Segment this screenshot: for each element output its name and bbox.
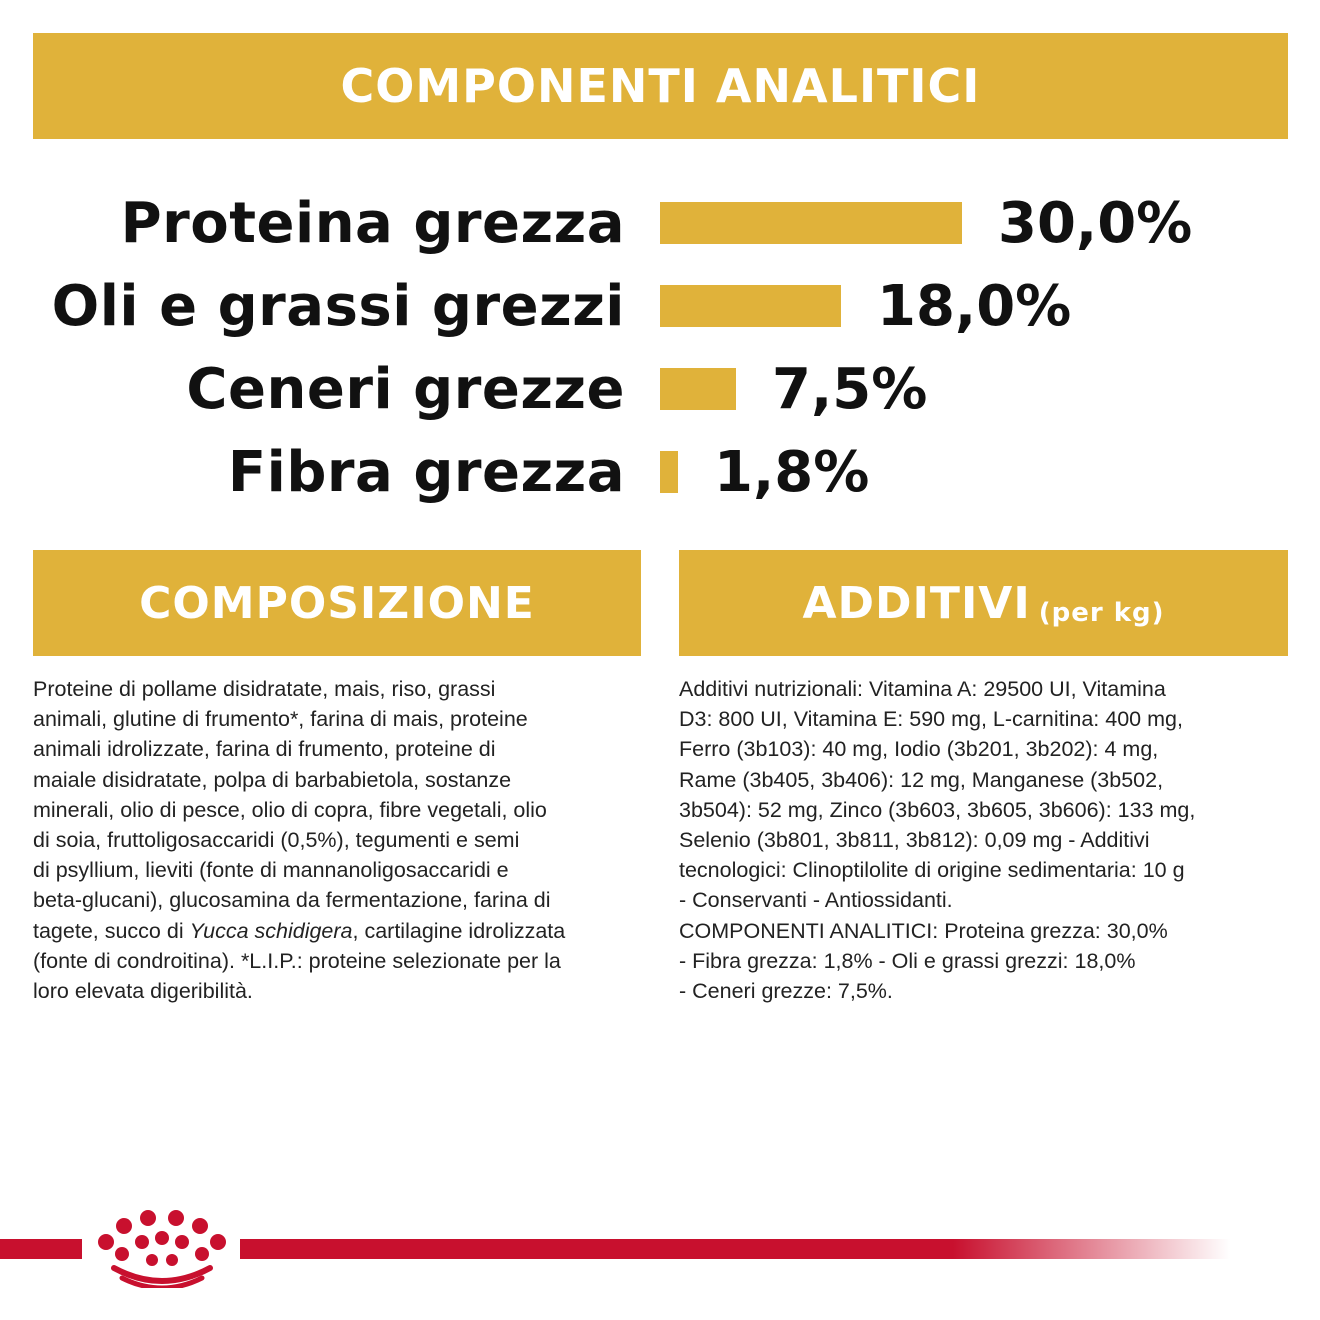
analytics-label: Oli e grassi grezzi <box>51 274 625 339</box>
composition-line: di soia, fruttoligosaccaridi (0,5%), tegumenti e semi <box>33 828 520 853</box>
composition-line: beta-glucani), glucosamina da fermentazione, farina di <box>33 888 551 913</box>
additives-banner <box>679 550 1288 656</box>
species-name: Yucca schidigera <box>189 918 353 943</box>
additives-line: - Fibra grezza: 1,8% - Oli e grassi grezzi: 18,0% <box>679 948 1136 973</box>
composition-line: loro elevata digeribilità. <box>33 979 253 1004</box>
analytics-bar <box>660 202 962 244</box>
composition-text <box>33 674 643 1006</box>
composition-line: animali idrolizzate, farina di frumento, proteine di <box>33 737 496 762</box>
analytics-bar <box>660 285 841 327</box>
additives-line: COMPONENTI ANALITICI: Proteina grezza: 30,0% <box>679 918 1168 943</box>
additives-line: Additivi nutrizionali: Vitamina A: 29500 UI, Vitamina <box>679 677 1166 701</box>
composition-line: minerali, olio di pesce, olio di copra, fibre vegetali, olio <box>33 797 547 822</box>
analytics-label: Fibra grezza <box>227 440 625 505</box>
analytics-value: 1,8% <box>714 440 870 505</box>
additives-title-suffix: (per kg) <box>1038 598 1165 628</box>
additives-title: ADDITIVI <box>802 577 1031 629</box>
analytics-row <box>0 182 1320 266</box>
analytics-value: 30,0% <box>998 191 1193 256</box>
analytics-label: Ceneri grezze <box>186 357 625 422</box>
composition-line: (fonte di condroitina). *L.I.P.: proteine selezionate per la <box>33 948 561 973</box>
composition-line: di psyllium, lieviti (fonte di mannanoligosaccaridi e <box>33 858 509 883</box>
composition-line: tagete, succo di Yucca schidigera, cartilagine idrolizzata <box>33 918 566 943</box>
analytics-row <box>0 348 1320 432</box>
composition-line: animali, glutine di frumento*, farina di mais, proteine <box>33 707 528 732</box>
additives-line: 3b504): 52 mg, Zinco (3b603, 3b605, 3b606): 133 mg, <box>679 797 1196 822</box>
analytics-bar <box>660 451 678 493</box>
additives-text <box>679 674 1284 1006</box>
analytics-banner <box>33 33 1288 139</box>
additives-line: D3: 800 UI, Vitamina E: 590 mg, L-carnitina: 400 mg, <box>679 707 1183 732</box>
additives-line: Ferro (3b103): 40 mg, Iodio (3b201, 3b202): 4 mg, <box>679 737 1159 762</box>
analytics-row <box>0 431 1320 515</box>
composition-line: maiale disidratate, polpa di barbabietola, sostanze <box>33 767 512 792</box>
analytics-value: 18,0% <box>877 274 1072 339</box>
additives-line: - Ceneri grezze: 7,5%. <box>679 979 893 1004</box>
additives-line: tecnologici: Clinoptilolite di origine sedimentaria: 10 g <box>679 858 1185 883</box>
footer-line-right <box>240 1239 1230 1259</box>
additives-line: Rame (3b405, 3b406): 12 mg, Manganese (3b502, <box>679 767 1164 792</box>
composition-title: COMPOSIZIONE <box>139 577 535 629</box>
composition-line: Proteine di pollame disidratate, mais, riso, grassi <box>33 677 496 701</box>
footer-line-left <box>0 1239 82 1259</box>
analytics-bar <box>660 368 736 410</box>
additives-line: - Conservanti - Antiossidanti. <box>679 888 953 913</box>
analytics-row <box>0 265 1320 349</box>
analytics-value: 7,5% <box>772 357 928 422</box>
additives-line: Selenio (3b801, 3b811, 3b812): 0,09 mg - Additivi <box>679 828 1150 853</box>
analytics-label: Proteina grezza <box>120 191 625 256</box>
composition-banner <box>33 550 641 656</box>
analytics-title: COMPONENTI ANALITICI <box>340 59 981 113</box>
crown-icon <box>92 1208 232 1288</box>
